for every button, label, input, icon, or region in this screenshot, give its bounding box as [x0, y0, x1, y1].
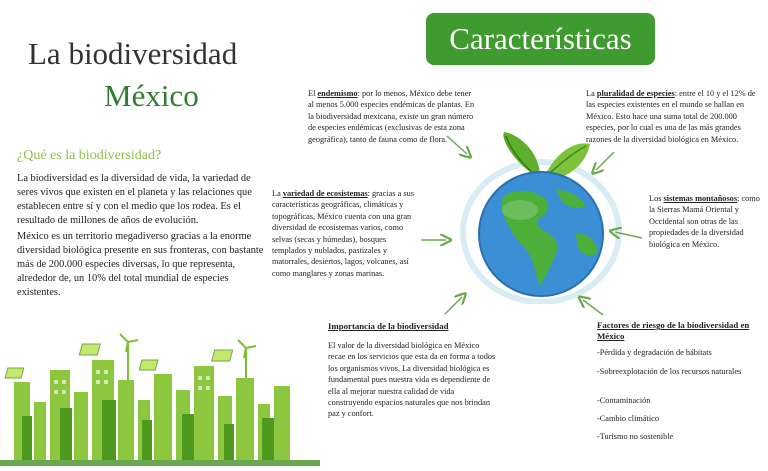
- arrow-icon: [583, 300, 603, 315]
- risk-item: -Contaminación: [597, 396, 651, 405]
- importance-text: El valor de la diversidad biológica en México recae en los servicios que esta da en forma a todos los organismos vivos. La diversidad biológica es fundamental pues nuestra vida es dependiente de ella al mejorar nuestra calidad de vida construyendo espacios naturales que nos brindan paz y confort.: [328, 341, 496, 419]
- intro-paragraph-1: La biodiversidad es la diversidad de vida, la variedad de seres vivos que existen en el planeta y las relaciones que establecen entre sí y con el medio que los rodea. Es el resultado de millones de años de evolución.: [17, 173, 252, 226]
- plurality-text: : entre el 10 y el 12% de las especies existentes en el mundo se hallan en México. Esto hace una suma total de 200.000 especies, por lo cual es una de las más grandes razones de la diversidad biológica en México.: [586, 89, 756, 144]
- risk-item: -Sobreexplotación de los recursos naturales: [597, 367, 742, 376]
- ecosystems-prefix: La: [272, 189, 283, 198]
- question-heading: ¿Qué es la biodiversidad?: [17, 148, 162, 163]
- plurality-prefix: La: [586, 89, 597, 98]
- mountains-term: sistemas montañosos: [663, 194, 738, 203]
- endemism-term: endemismo: [317, 89, 358, 98]
- mountains-text: : como la Sierras Mamá Oriental y Occidental son otras de las propiedades de la diversidad biológica en México.: [649, 194, 760, 249]
- risk-item: -Cambio climático: [597, 414, 659, 423]
- endemism-text: : por lo menos, México debe tener al menos 5.000 especies endémicas de plantas. En la biodiversidad mexicana, existe un gran número de especies endémicas (exclusivas de esta zona geográfica), tanto de fauna como de flora.: [308, 89, 475, 144]
- page-title: La biodiversidad: [28, 36, 238, 71]
- arrow-icon: [447, 136, 467, 154]
- ecosystems-term: variedad de ecosistemas: [282, 189, 368, 198]
- arrow-icon: [445, 297, 462, 314]
- importance-heading: Importancia de la biodiversidad: [328, 321, 449, 331]
- arrow-icon: [615, 232, 642, 238]
- risk-item: -Turismo no sostenible: [597, 432, 674, 441]
- green-city-illustration: [0, 330, 320, 466]
- ecosystems-text: : gracias a sus características geográficas, climáticas y topográficas, México cuenta con una gran diversidad de ecosistemas varios, como selvas (secas y húmedas), bosques templados y nublados, pastizales y matorrales, desiertos, lagos, volcanes, así como manglares y zonas marinas.: [272, 189, 414, 278]
- risk-heading: Factores de riesgo de la biodiversidad en México: [597, 320, 750, 341]
- plurality-term: pluralidad de especies: [596, 89, 675, 98]
- mountains-prefix: Los: [649, 194, 664, 203]
- intro-paragraph-2: México es un territorio megadiverso gracias a la enorme diversidad biológica presente en sus fronteras, con bastante más de 200.000 especies diversas, lo que representa, alrededor de, un 10% del total mundial de especies existentes.: [17, 231, 264, 298]
- endemism-prefix: El: [308, 89, 318, 98]
- characteristics-banner: Características: [426, 13, 655, 65]
- risk-item: -Pérdida y degradación de hábitats: [597, 348, 712, 357]
- page-subtitle: México: [104, 78, 199, 113]
- arrow-icon: [596, 152, 614, 170]
